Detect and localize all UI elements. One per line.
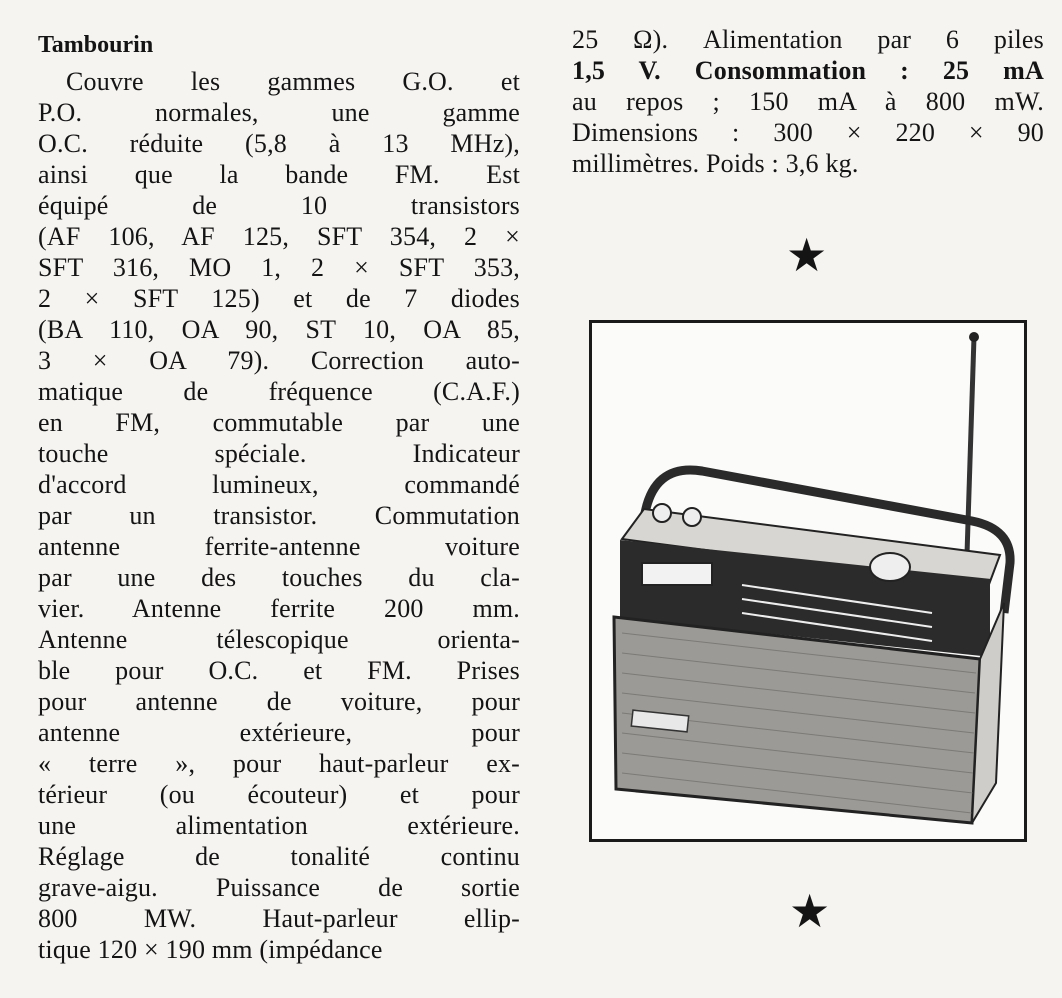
- article-title: Tambourin: [38, 32, 154, 58]
- body-text-line: Antenne télescopique orienta-: [38, 625, 520, 654]
- body-text-line: ainsi que la bande FM. Est: [38, 160, 520, 189]
- separator-star-top: ★: [786, 228, 828, 282]
- body-text-line: touche spéciale. Indicateur: [38, 439, 520, 468]
- body-text-line: matique de fréquence (C.A.F.): [38, 377, 520, 406]
- body-text-line: tique 120 × 190 mm (impédance: [38, 935, 383, 964]
- separator-star-bottom: ★: [789, 884, 831, 938]
- body-text-line: d'accord lumineux, commandé: [38, 470, 520, 499]
- radio-photo: [589, 320, 1027, 842]
- left-column: [38, 30, 520, 965]
- left-column-text: [38, 66, 520, 965]
- body-text-line: vier. Antenne ferrite 200 mm.: [38, 594, 520, 623]
- body-text-line: équipé de 10 transistors: [38, 191, 520, 220]
- right-column-text: [572, 24, 1044, 179]
- body-text-line: une alimentation extérieure.: [38, 811, 520, 840]
- body-text-line: par un transistor. Commutation: [38, 501, 520, 530]
- body-text-line: Réglage de tonalité continu: [38, 842, 520, 871]
- body-text-line: (AF 106, AF 125, SFT 354, 2 ×: [38, 222, 520, 251]
- body-text-line: SFT 316, MO 1, 2 × SFT 353,: [38, 253, 520, 282]
- body-text-line: ble pour O.C. et FM. Prises: [38, 656, 520, 685]
- body-text-line-right: 25 Ω). Alimentation par 6 piles: [572, 25, 1044, 54]
- body-text-line: P.O. normales, une gamme: [38, 98, 520, 127]
- body-text-line: pour antenne de voiture, pour: [38, 687, 520, 716]
- body-text-line: par une des touches du cla-: [38, 563, 520, 592]
- body-text-line: O.C. réduite (5,8 à 13 MHz),: [38, 129, 520, 158]
- body-text-line: 800 MW. Haut-parleur ellip-: [38, 904, 520, 933]
- body-text-line: grave-aigu. Puissance de sortie: [38, 873, 520, 902]
- body-text-line: Couvre les gammes G.O. et: [66, 67, 520, 96]
- body-text-line-right: millimètres. Poids : 3,6 kg.: [572, 149, 859, 178]
- body-text-line-right: Dimensions : 300 × 220 × 90: [572, 118, 1044, 147]
- body-text-line: (BA 110, OA 90, ST 10, OA 85,: [38, 315, 520, 344]
- body-text-line: antenne extérieure, pour: [38, 718, 520, 747]
- radio-illustration: [592, 323, 1024, 839]
- body-text-line: térieur (ou écouteur) et pour: [38, 780, 520, 809]
- body-text-line: « terre », pour haut-parleur ex-: [38, 749, 520, 778]
- body-text-line: antenne ferrite-antenne voiture: [38, 532, 520, 561]
- body-text-line-right: au repos ; 150 mA à 800 mW.: [572, 87, 1044, 116]
- body-text-line-right: 1,5 V. Consommation : 25 mA: [572, 56, 1044, 85]
- body-text-line: en FM, commutable par une: [38, 408, 520, 437]
- body-text-line: 2 × SFT 125) et de 7 diodes: [38, 284, 520, 313]
- body-text-line: 3 × OA 79). Correction auto-: [38, 346, 520, 375]
- right-column: [572, 24, 1044, 179]
